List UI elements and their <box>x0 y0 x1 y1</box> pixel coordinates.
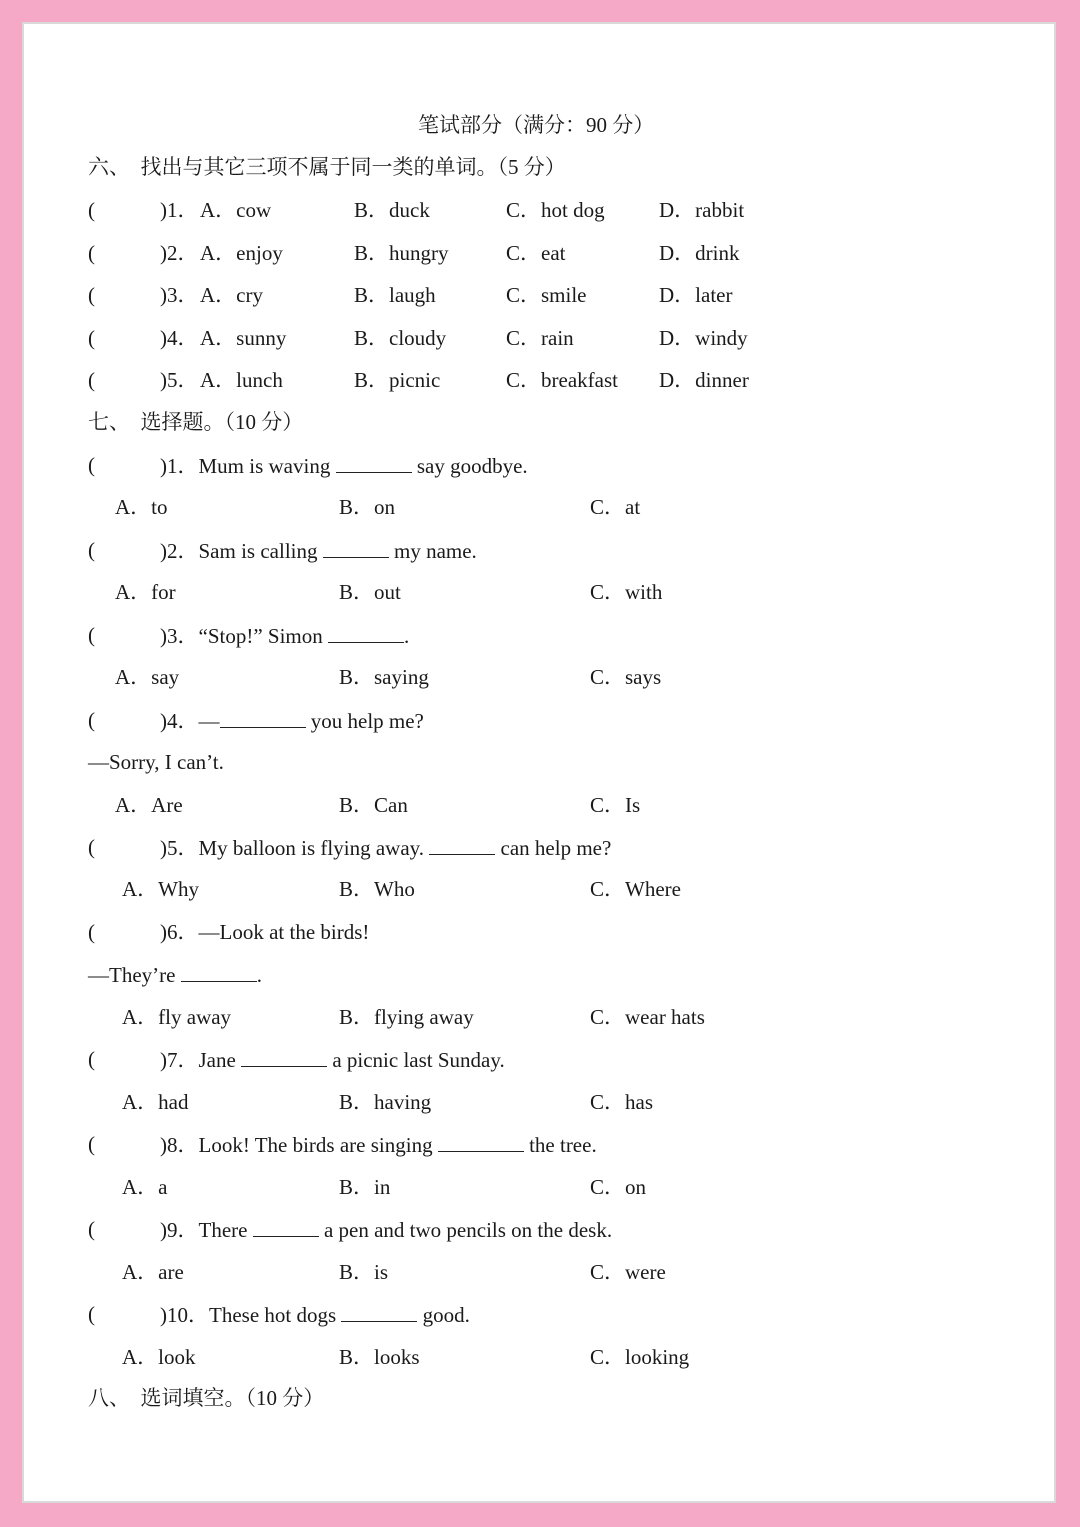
stem-text: my name. <box>388 539 477 563</box>
stem-text: There <box>198 1218 253 1242</box>
option-a: A．are <box>122 1260 184 1284</box>
option-c: C．Is <box>590 793 641 817</box>
question-number: )7． <box>160 1048 199 1072</box>
answer-paren: ( <box>88 453 95 477</box>
answer-blank <box>328 622 404 643</box>
answer-paren: ( <box>88 1217 95 1241</box>
answer-blank <box>181 961 257 982</box>
question-number: )9． <box>160 1218 199 1242</box>
question-number: )8． <box>160 1133 199 1157</box>
option-b: B．having <box>339 1090 432 1114</box>
question-number: )10． <box>160 1303 209 1327</box>
question-number: )4． <box>160 709 199 733</box>
stem-text: say goodbye. <box>411 454 528 478</box>
option-c: C．looking <box>590 1345 690 1369</box>
option-b: B．looks <box>339 1345 420 1369</box>
option-b: B．in <box>339 1175 391 1199</box>
answer-paren: ( <box>88 326 95 350</box>
stem-text: . <box>404 624 410 648</box>
reply-text: —They’re <box>88 963 181 987</box>
answer-blank <box>341 1301 417 1322</box>
option-c: C．has <box>590 1090 653 1114</box>
stem-text: These hot dogs <box>209 1303 342 1327</box>
stem-text: can help me? <box>495 836 612 860</box>
question-5-stem <box>160 834 611 860</box>
option-a: A．cry <box>200 283 263 307</box>
option-a: A．enjoy <box>200 241 283 265</box>
stem-text: Mum is waving <box>198 454 336 478</box>
stem-text: Look! The birds are singing <box>198 1133 438 1157</box>
option-b: B．picnic <box>354 368 441 392</box>
question-number: )5． <box>160 368 199 392</box>
answer-blank <box>220 707 306 728</box>
option-a: A．sunny <box>200 326 287 350</box>
option-b: B．is <box>339 1260 389 1284</box>
section-6-heading: 六、 找出与其它三项不属于同一类的单词。（5 分） <box>88 155 566 179</box>
answer-paren: ( <box>88 835 95 859</box>
answer-blank <box>336 452 412 473</box>
dialogue-reply <box>88 961 262 987</box>
option-c: C．wear hats <box>590 1005 705 1029</box>
option-a: A．cow <box>200 198 272 222</box>
stem-text: “Stop!” Simon <box>198 624 328 648</box>
stem-text: Sam is calling <box>198 539 323 563</box>
option-b: B．Who <box>339 877 415 901</box>
option-a: A．look <box>122 1345 196 1369</box>
stem-text: you help me? <box>305 709 424 733</box>
stem-text: — <box>198 709 220 733</box>
option-c: C．with <box>590 580 663 604</box>
option-b: B．Can <box>339 793 408 817</box>
option-c: C．at <box>590 495 641 519</box>
option-a: A．had <box>122 1090 189 1114</box>
option-b: B．saying <box>339 665 429 689</box>
option-b: B．flying away <box>339 1005 474 1029</box>
question-number: )4． <box>160 326 199 350</box>
option-d: D．rabbit <box>659 198 745 222</box>
question-number: )1． <box>160 454 199 478</box>
answer-paren: ( <box>88 198 95 222</box>
section-8-heading: 八、 选词填空。（10 分） <box>88 1386 325 1410</box>
option-c: C．Where <box>590 877 681 901</box>
option-b: B．out <box>339 580 401 604</box>
option-c: C．rain <box>506 326 574 350</box>
answer-paren: ( <box>88 241 95 265</box>
question-number: )3． <box>160 283 199 307</box>
reply-text: . <box>256 963 262 987</box>
question-2-stem <box>160 537 477 563</box>
answer-blank <box>253 1216 319 1237</box>
option-a: A．say <box>115 665 180 689</box>
option-a: A．fly away <box>122 1005 232 1029</box>
answer-blank <box>438 1131 524 1152</box>
option-c: C．breakfast <box>506 368 618 392</box>
question-4-stem <box>160 707 424 733</box>
answer-paren: ( <box>88 1132 95 1156</box>
option-d: D．drink <box>659 241 740 265</box>
option-c: C．were <box>590 1260 666 1284</box>
option-d: D．dinner <box>659 368 749 392</box>
question-number: )3． <box>160 624 199 648</box>
option-c: C．smile <box>506 283 587 307</box>
answer-paren: ( <box>88 538 95 562</box>
question-3-stem <box>160 622 409 648</box>
stem-text: My balloon is flying away. <box>198 836 430 860</box>
option-b: B．duck <box>354 198 430 222</box>
option-b: B．laugh <box>354 283 436 307</box>
option-b: B．on <box>339 495 396 519</box>
question-9-stem <box>160 1216 612 1242</box>
option-d: D．later <box>659 283 733 307</box>
answer-paren: ( <box>88 920 95 944</box>
question-number: )5． <box>160 836 199 860</box>
option-a: A．a <box>122 1175 168 1199</box>
answer-paren: ( <box>88 368 95 392</box>
section-7-heading: 七、 选择题。（10 分） <box>88 410 304 434</box>
answer-blank <box>323 537 389 558</box>
page-title: 笔试部分（满分：90 分） <box>418 113 655 137</box>
stem-text: the tree. <box>523 1133 597 1157</box>
question-number: )2． <box>160 539 199 563</box>
answer-paren: ( <box>88 1302 95 1326</box>
question-10-stem <box>160 1301 470 1327</box>
question-1-stem <box>160 452 528 478</box>
question-7-stem <box>160 1046 505 1072</box>
stem-text: —Look at the birds! <box>198 920 370 944</box>
stem-text: good. <box>417 1303 470 1327</box>
answer-paren: ( <box>88 283 95 307</box>
question-6-stem <box>160 919 369 945</box>
option-a: A．to <box>115 495 168 519</box>
question-number: )1． <box>160 198 199 222</box>
option-a: A．Why <box>122 877 199 901</box>
question-number: )6． <box>160 920 199 944</box>
question-number: )2． <box>160 241 199 265</box>
option-b: B．cloudy <box>354 326 447 350</box>
answer-blank <box>241 1046 327 1067</box>
option-a: A．lunch <box>200 368 283 392</box>
option-d: D．windy <box>659 326 748 350</box>
option-c: C．on <box>590 1175 647 1199</box>
answer-paren: ( <box>88 623 95 647</box>
question-8-stem <box>160 1131 597 1157</box>
option-b: B．hungry <box>354 241 449 265</box>
option-c: C．says <box>590 665 662 689</box>
stem-text: a picnic last Sunday. <box>327 1048 505 1072</box>
option-c: C．hot dog <box>506 198 605 222</box>
option-c: C．eat <box>506 241 566 265</box>
answer-paren: ( <box>88 1047 95 1071</box>
stem-text: a pen and two pencils on the desk. <box>318 1218 613 1242</box>
answer-paren: ( <box>88 708 95 732</box>
option-a: A．for <box>115 580 176 604</box>
stem-text: Jane <box>198 1048 242 1072</box>
option-a: A．Are <box>115 793 183 817</box>
answer-blank <box>429 834 495 855</box>
dialogue-reply: —Sorry, I can’t. <box>88 750 224 774</box>
